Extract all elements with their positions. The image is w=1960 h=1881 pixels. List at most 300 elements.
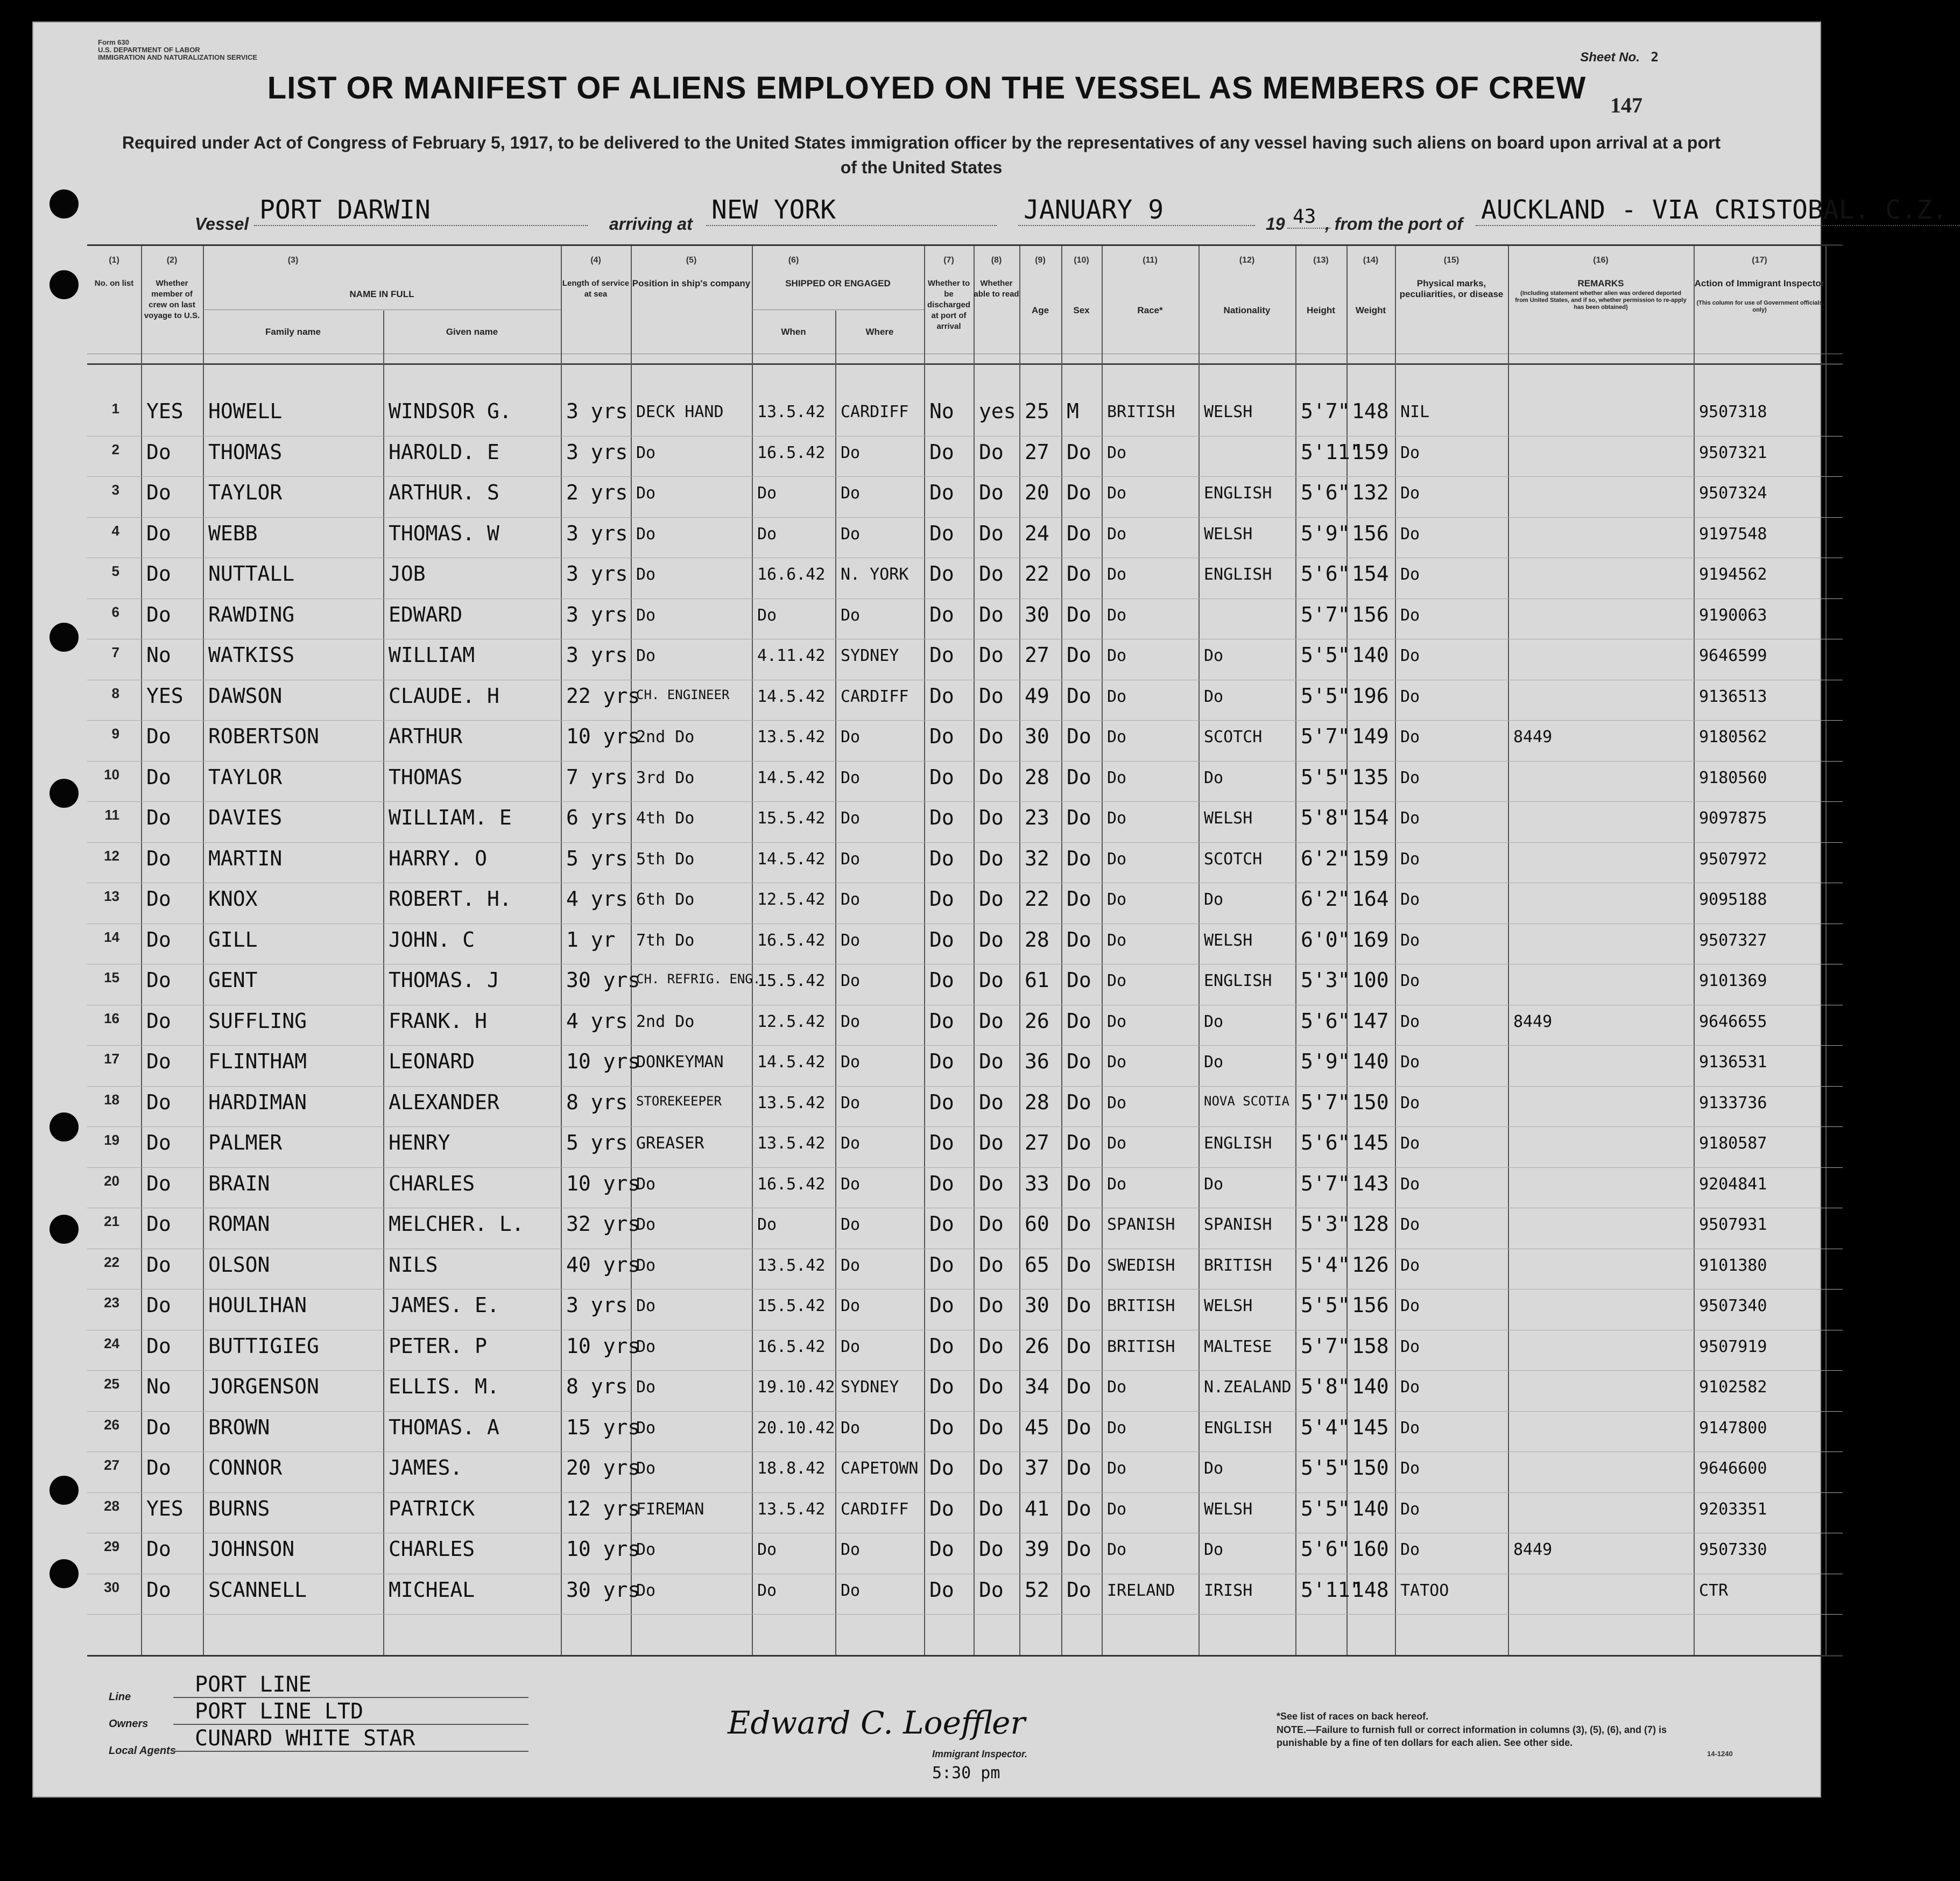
cell-race: Do [1107, 484, 1127, 503]
cell-marks: Do [1400, 1012, 1420, 1031]
cell-age: 41 [1025, 1496, 1049, 1520]
binder-hole [50, 779, 79, 808]
cell-when: 13.5.42 [757, 1134, 826, 1153]
cell-race: Do [1107, 524, 1127, 544]
cell-read: Do [979, 1456, 1004, 1480]
cell-sex: Do [1067, 1293, 1091, 1317]
cell-when: 14.5.42 [757, 1053, 826, 1072]
cell-where: Do [841, 1540, 861, 1559]
cell-sex: Do [1067, 602, 1091, 626]
row-number: 8 [111, 685, 119, 701]
column-rule [1295, 246, 1296, 1655]
cell-height: 5'3" [1301, 968, 1350, 992]
cell-marks: Do [1400, 971, 1420, 990]
cell-when: 12.5.42 [757, 890, 826, 909]
cell-age: 27 [1025, 643, 1049, 667]
column-rule [383, 311, 384, 1655]
cell-read: Do [979, 724, 1004, 748]
cell-weight: 154 [1352, 562, 1389, 586]
cell-where: Do [841, 1337, 861, 1356]
cell-prev: Do [146, 1252, 171, 1277]
cell-given: THOMAS. W [389, 521, 499, 545]
cell-when: 16.5.42 [757, 443, 826, 462]
cell-position: 6th Do [636, 890, 695, 909]
cell-height: 5'5" [1301, 765, 1350, 789]
binder-hole [50, 189, 79, 219]
crew-table [87, 244, 1843, 1657]
cell-height: 6'2" [1301, 846, 1350, 870]
column-rule [1061, 246, 1062, 1655]
cell-where: Do [841, 1093, 861, 1112]
cell-sex: Do [1067, 1577, 1091, 1602]
cell-where: Do [841, 1174, 861, 1194]
cell-sex: Do [1067, 1415, 1091, 1439]
owners-label: Owners [109, 1718, 149, 1730]
cell-weight: 128 [1352, 1212, 1389, 1236]
cell-read: Do [979, 846, 1004, 870]
cell-when: Do [757, 1581, 777, 1600]
cell-prev: Do [146, 724, 171, 748]
origin-port: AUCKLAND - VIA CRISTOBAL. C.Z. [1476, 195, 1960, 226]
column-header-prev: Whether member of crew on last voyage to U.S. [144, 279, 200, 320]
cell-where: Do [841, 1012, 861, 1031]
cell-weight: 135 [1352, 765, 1389, 789]
cell-age: 27 [1025, 1131, 1049, 1154]
from-label: , from the port of [1325, 214, 1463, 234]
cell-sex: Do [1067, 1009, 1091, 1033]
line-value: PORT LINE [173, 1672, 528, 1698]
cell-read: Do [979, 1375, 1004, 1398]
sheet-label: Sheet No. [1580, 50, 1640, 65]
row-rule [87, 1411, 1843, 1412]
cell-when: 13.5.42 [757, 403, 826, 421]
cell-when: 15.5.42 [757, 809, 826, 828]
cell-age: 20 [1025, 481, 1049, 504]
cell-action: 9194562 [1699, 565, 1767, 584]
cell-action: 9180562 [1699, 728, 1767, 746]
cell-weight: 156 [1352, 521, 1389, 545]
form-subtitle: Required under Act of Congress of February 5, 1917, to be delivered to the United States immigration officer by the representatives of any vessel having such aliens on board upon arrival at a port of the United States [122, 133, 1721, 177]
row-rule [87, 1370, 1843, 1371]
cell-disch: Do [929, 887, 954, 911]
cell-service: 12 yrs [566, 1496, 640, 1520]
cell-family: PALMER [208, 1131, 283, 1154]
cell-family: WATKISS [208, 643, 295, 667]
cell-nat: WELSH [1204, 524, 1253, 544]
cell-when: 20.10.42 [757, 1418, 835, 1438]
cell-age: 65 [1025, 1252, 1049, 1277]
cell-prev: Do [146, 521, 171, 545]
cell-age: 34 [1025, 1375, 1049, 1398]
cell-family: MARTIN [208, 846, 283, 870]
cell-family: DAVIES [208, 806, 283, 829]
binder-hole [50, 623, 79, 652]
cell-action: 9507324 [1699, 484, 1767, 503]
cell-where: Do [841, 484, 861, 503]
cell-marks: Do [1400, 890, 1420, 909]
cell-age: 45 [1025, 1415, 1049, 1439]
column-header-weight: Weight [1355, 305, 1386, 315]
cell-weight: 159 [1352, 440, 1389, 464]
cell-given: EDWARD [389, 602, 463, 626]
row-number: 12 [104, 847, 119, 864]
cell-family: GENT [208, 968, 258, 992]
cell-read: Do [979, 1334, 1004, 1358]
column-rule [1019, 246, 1020, 1655]
cell-when: Do [757, 605, 777, 625]
cell-prev: Do [146, 1415, 171, 1439]
cell-prev: Do [146, 481, 171, 504]
cell-service: 3 yrs [566, 602, 628, 626]
cell-when: 16.5.42 [757, 931, 826, 950]
cell-action: 9507972 [1699, 849, 1767, 869]
cell-race: Do [1107, 1012, 1127, 1031]
cell-height: 6'0" [1301, 927, 1350, 952]
cell-action: 9136531 [1699, 1053, 1767, 1072]
cell-nat: WELSH [1204, 931, 1253, 950]
owners-value: PORT LINE LTD [173, 1699, 528, 1725]
cell-race: Do [1107, 1499, 1127, 1519]
year-prefix: 19 [1266, 214, 1285, 234]
row-number: 1 [111, 400, 119, 417]
vessel-name: PORT DARWIN [254, 195, 588, 226]
cell-given: JAMES. E. [389, 1293, 499, 1317]
cell-position: Do [636, 1459, 656, 1478]
cell-family: GILL [208, 927, 258, 952]
column-number: (17) [1752, 256, 1767, 265]
cell-age: 28 [1025, 765, 1049, 789]
cell-position: Do [636, 1418, 656, 1438]
cell-weight: 140 [1352, 1496, 1389, 1520]
row-number: 18 [104, 1091, 119, 1108]
cell-prev: YES [146, 399, 184, 423]
cell-nat: Do [1204, 1053, 1224, 1072]
cell-marks: Do [1400, 809, 1420, 828]
column-header-family: Family name [265, 327, 321, 337]
cell-height: 5'6" [1301, 1009, 1350, 1033]
cell-prev: Do [146, 1131, 171, 1154]
cell-action: 9507330 [1699, 1540, 1767, 1559]
row-rule [87, 1126, 1843, 1127]
cell-age: 22 [1025, 887, 1049, 911]
cell-sex: Do [1067, 1375, 1091, 1398]
row-rule [87, 842, 1843, 843]
cell-weight: 145 [1352, 1131, 1389, 1154]
cell-given: FRANK. H [389, 1009, 488, 1033]
cell-race: Do [1107, 728, 1127, 746]
cell-read: Do [979, 684, 1004, 708]
cell-disch: No [929, 399, 954, 423]
cell-disch: Do [929, 602, 954, 626]
cell-read: Do [979, 481, 1004, 504]
cell-sex: Do [1067, 1212, 1091, 1236]
column-header-read: Whether able to read [974, 279, 1019, 299]
cell-service: 20 yrs [566, 1456, 640, 1480]
cell-disch: Do [929, 1252, 954, 1277]
cell-when: 16.6.42 [757, 565, 826, 584]
cell-when: Do [757, 1215, 777, 1234]
cell-race: Do [1107, 1134, 1127, 1153]
cell-given: WILLIAM. E [389, 806, 512, 829]
cell-nat: NOVA SCOTIA [1204, 1093, 1289, 1109]
cell-race: SWEDISH [1107, 1256, 1175, 1275]
cell-marks: Do [1400, 565, 1420, 584]
cell-weight: 156 [1352, 602, 1389, 626]
column-rule [203, 246, 204, 1655]
cell-race: Do [1107, 849, 1127, 869]
cell-prev: Do [146, 1537, 171, 1561]
cell-height: 5'7" [1301, 724, 1350, 748]
cell-where: Do [841, 931, 861, 950]
cell-age: 23 [1025, 806, 1049, 829]
cell-height: 5'3" [1301, 1212, 1350, 1236]
column-number: (2) [166, 256, 178, 265]
cell-weight: 147 [1352, 1009, 1389, 1033]
cell-position: Do [636, 1297, 656, 1315]
cell-given: MICHEAL [389, 1577, 475, 1602]
name-in-full-header: NAME IN FULL [349, 289, 414, 299]
row-rule [87, 1492, 1843, 1493]
cell-race: Do [1107, 1174, 1127, 1194]
cell-sex: Do [1067, 968, 1091, 992]
cell-disch: Do [929, 1212, 954, 1236]
cell-position: Do [636, 1215, 656, 1234]
cell-marks: NIL [1400, 403, 1430, 421]
arrival-date: JANUARY 9 [1018, 195, 1255, 226]
cell-where: Do [841, 605, 861, 625]
cell-family: HOWELL [208, 399, 283, 423]
row-rule [87, 1614, 1843, 1615]
cell-age: 52 [1025, 1577, 1049, 1602]
cell-position: Do [636, 565, 656, 584]
cell-age: 28 [1025, 1090, 1049, 1114]
cell-height: 5'11" [1301, 1577, 1363, 1602]
cell-marks: Do [1400, 524, 1420, 544]
cell-prev: Do [146, 806, 171, 829]
agents-label: Local Agents [109, 1745, 176, 1757]
cell-marks: Do [1400, 443, 1420, 462]
cell-prev: Do [146, 846, 171, 870]
cell-sex: Do [1067, 1090, 1091, 1114]
cell-race: Do [1107, 687, 1127, 706]
cell-action: 9147800 [1699, 1418, 1767, 1438]
name-group-rule [203, 309, 561, 310]
column-header-position: Position in ship's company [632, 278, 751, 288]
cell-height: 5'5" [1301, 684, 1350, 708]
cell-height: 5'7" [1301, 1090, 1350, 1114]
row-rule [87, 1045, 1843, 1046]
cell-when: 18.8.42 [757, 1459, 826, 1478]
cell-service: 3 yrs [566, 1293, 628, 1317]
cell-nat: ENGLISH [1204, 484, 1272, 503]
cell-nat: ENGLISH [1204, 971, 1272, 990]
cell-sex: Do [1067, 1252, 1091, 1277]
inspector-signature: Edward C. Loeffler [728, 1704, 1026, 1741]
row-rule [87, 517, 1843, 518]
cell-service: 32 yrs [566, 1212, 640, 1236]
cell-weight: 132 [1352, 481, 1389, 504]
cell-action: 9097875 [1699, 809, 1767, 828]
cell-service: 4 yrs [566, 887, 628, 911]
cell-marks: Do [1400, 1215, 1420, 1234]
vessel-label: Vessel [195, 214, 249, 234]
row-rule [87, 598, 1843, 599]
cell-where: SYDNEY [841, 1378, 899, 1397]
cell-where: N. YORK [841, 565, 909, 584]
cell-given: LEONARD [389, 1049, 475, 1073]
cell-action: 9101380 [1699, 1256, 1767, 1275]
column-number: (12) [1239, 256, 1255, 265]
cell-age: 27 [1025, 440, 1049, 464]
row-number: 23 [104, 1294, 119, 1311]
column-number: (16) [1593, 256, 1609, 265]
row-number: 15 [104, 969, 119, 985]
cell-read: Do [979, 1090, 1004, 1114]
cell-nat: WELSH [1204, 809, 1253, 828]
cell-position: CH. REFRIG. ENG. [636, 971, 761, 987]
column-number: (15) [1443, 256, 1460, 265]
row-rule [87, 1289, 1843, 1290]
column-header-marks: Physical marks, peculiarities, or disease [1399, 278, 1504, 299]
cell-disch: Do [929, 765, 954, 789]
column-number: (13) [1313, 256, 1329, 265]
column-rule [1102, 246, 1103, 1655]
row-number: 7 [111, 644, 119, 660]
cell-when: 13.5.42 [757, 1499, 826, 1519]
column-rule [561, 246, 562, 1655]
cell-service: 8 yrs [566, 1090, 628, 1114]
cell-family: HOULIHAN [208, 1293, 307, 1317]
cell-sex: Do [1067, 481, 1091, 504]
column-header-age: Age [1031, 305, 1049, 315]
row-number: 6 [111, 603, 119, 620]
cell-nat: WELSH [1204, 1499, 1253, 1519]
cell-age: 26 [1025, 1334, 1049, 1358]
cell-when: 4.11.42 [757, 646, 826, 665]
cell-race: IRELAND [1107, 1581, 1175, 1600]
races-note: *See list of races on back hereof. [1277, 1711, 1429, 1722]
cell-given: JAMES. [389, 1456, 463, 1480]
cell-given: PETER. P [389, 1334, 488, 1358]
cell-family: ROBERTSON [208, 724, 319, 748]
cell-height: 5'5" [1301, 1456, 1350, 1480]
cell-family: TAYLOR [208, 481, 283, 504]
manifest-sheet [32, 22, 1948, 1798]
cell-disch: Do [929, 1131, 954, 1154]
cell-where: Do [841, 1418, 861, 1438]
arrival-port: NEW YORK [706, 195, 997, 226]
cell-family: THOMAS [208, 440, 283, 464]
column-header-action: Action of Immigrant Inspector [1694, 278, 1825, 288]
cell-action: 9197548 [1699, 524, 1767, 544]
cell-prev: No [146, 1375, 171, 1398]
cell-sex: Do [1067, 562, 1091, 586]
cell-service: 22 yrs [566, 684, 640, 708]
column-header-when: When [781, 327, 806, 337]
cell-weight: 148 [1352, 1577, 1389, 1602]
cell-marks: Do [1400, 1134, 1420, 1153]
cell-read: Do [979, 1577, 1004, 1602]
cell-family: KNOX [208, 887, 258, 911]
cell-age: 22 [1025, 562, 1049, 586]
cell-disch: Do [929, 968, 954, 992]
cell-height: 5'5" [1301, 643, 1350, 667]
cell-given: THOMAS. J [389, 968, 499, 992]
cell-age: 25 [1025, 399, 1049, 423]
cell-weight: 140 [1352, 643, 1389, 667]
cell-family: TAYLOR [208, 765, 283, 789]
cell-where: Do [841, 1215, 861, 1234]
cell-height: 6'2" [1301, 887, 1350, 911]
cell-service: 30 yrs [566, 968, 640, 992]
column-number: (11) [1143, 256, 1158, 265]
cell-race: Do [1107, 890, 1127, 909]
cell-race: Do [1107, 443, 1127, 462]
cell-marks: Do [1400, 1499, 1420, 1519]
cell-prev: Do [146, 1334, 171, 1358]
cell-race: Do [1107, 565, 1127, 584]
cell-nat: ENGLISH [1204, 1418, 1272, 1438]
cell-read: Do [979, 765, 1004, 789]
cell-read: Do [979, 1252, 1004, 1277]
cell-disch: Do [929, 846, 954, 870]
cell-position: 5th Do [636, 849, 695, 869]
cell-marks: Do [1400, 1459, 1420, 1478]
cell-weight: 140 [1352, 1049, 1389, 1073]
cell-given: JOHN. C [389, 927, 475, 952]
cell-height: 5'4" [1301, 1415, 1350, 1439]
cell-remarks: 8449 [1513, 1012, 1553, 1031]
row-rule [87, 761, 1843, 762]
cell-service: 15 yrs [566, 1415, 640, 1439]
cell-age: 60 [1025, 1212, 1049, 1236]
cell-where: CARDIFF [841, 403, 909, 421]
cell-age: 28 [1025, 927, 1049, 952]
cell-family: RAWDING [208, 602, 295, 626]
cell-action: 9102582 [1699, 1378, 1767, 1397]
cell-disch: Do [929, 927, 954, 952]
cell-disch: Do [929, 521, 954, 545]
cell-given: PATRICK [389, 1496, 475, 1520]
cell-weight: 196 [1352, 684, 1389, 708]
cell-race: Do [1107, 1093, 1127, 1112]
cell-disch: Do [929, 1496, 954, 1520]
row-number: 24 [104, 1335, 119, 1351]
cell-prev: Do [146, 602, 171, 626]
cell-marks: Do [1400, 1053, 1420, 1072]
column-rule [1198, 246, 1200, 1655]
cell-marks: Do [1400, 605, 1420, 625]
cell-given: JOB [389, 562, 426, 586]
cell-disch: Do [929, 806, 954, 829]
row-number: 16 [104, 1010, 119, 1026]
cell-age: 36 [1025, 1049, 1049, 1073]
cell-disch: Do [929, 1577, 954, 1602]
cell-sex: Do [1067, 765, 1091, 789]
cell-age: 37 [1025, 1456, 1049, 1480]
cell-given: HARRY. O [389, 846, 488, 870]
cell-action: 9101369 [1699, 971, 1767, 990]
column-header-sex: Sex [1073, 305, 1090, 315]
binder-hole [50, 1112, 79, 1142]
cell-position: Do [636, 1540, 656, 1559]
cell-position: 2nd Do [636, 1012, 695, 1031]
cell-weight: 143 [1352, 1171, 1389, 1195]
cell-service: 10 yrs [566, 1537, 640, 1561]
cell-nat: N.ZEALAND [1204, 1378, 1292, 1397]
cell-nat: WELSH [1204, 403, 1253, 421]
row-number: 26 [104, 1416, 119, 1433]
